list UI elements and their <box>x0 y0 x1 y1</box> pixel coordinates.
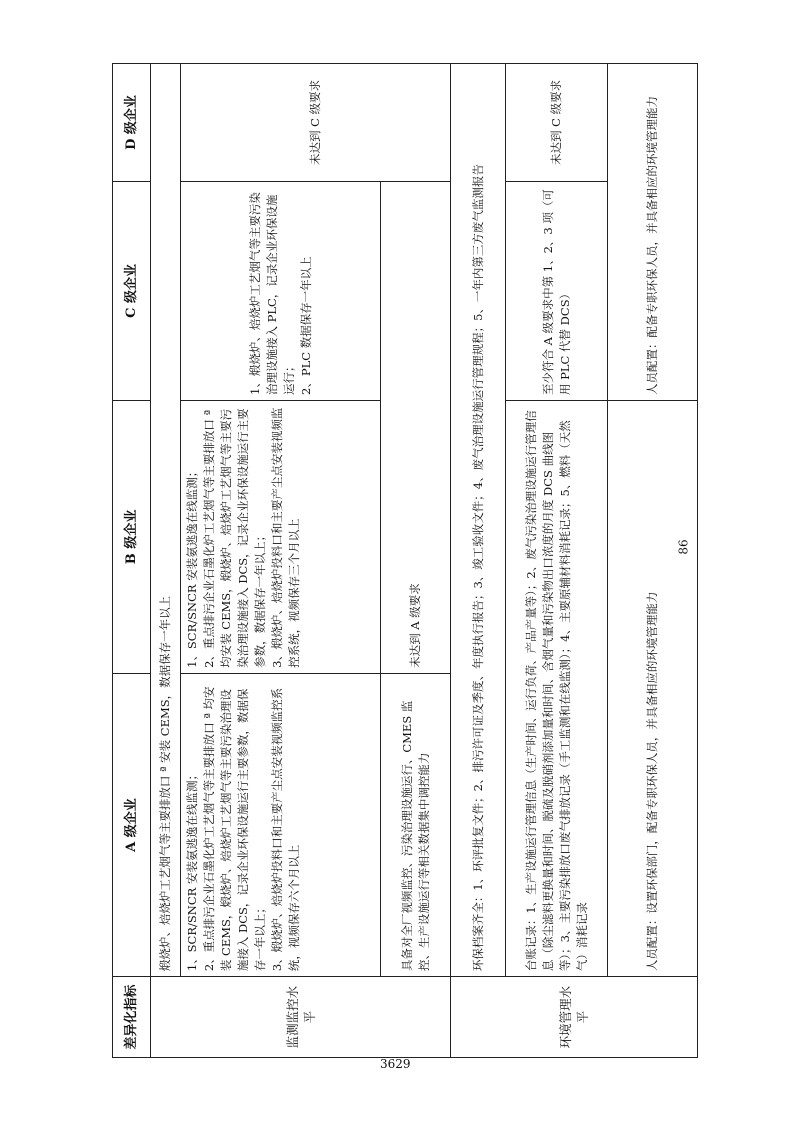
monitoring-cems-cell: 煅烧炉、焙烧炉工艺烟气等主要排放口 ª 安装 CEMS，数据保存一年以上 <box>151 64 181 977</box>
list-item: 3、煅烧炉、焙烧炉投料口和主要产尘点安装视频监控系统，视频保存三个月以上 <box>270 407 301 668</box>
page-number: 86 <box>676 539 691 555</box>
header-c-level: C 级企业 <box>113 181 151 400</box>
management-ledger-cell: 台账记录：1、生产设施运行管理信息（生产时间、运行负荷、产品产量等）；2、废气污染治理设施运行管理信息（除尘滤料更换量和时间、脱硫及脱硝剂添加量和时间、含烟气量和污染物出口浓度的月度 DCS 曲线图等）；3、主要污染排放口废气排放记录（手工监测和在线监测）；4、主要原辅材料消耗记录；5、燃料（天然气）消耗记录 <box>506 400 608 976</box>
list-item: 1、SCR/SNCR 安装氨逃逸在线监测； <box>185 769 199 972</box>
table-row <box>151 64 181 1058</box>
management-archives-cell: 环保档案齐全：1、环评批复文件；2、排污许可证及季度、年度执行报告；3、竣工验收文件；4、废气治理设施运行管理规程；5、一年内第三方废气监测报告 <box>451 64 506 977</box>
table-row <box>451 64 506 1058</box>
table-header-row <box>113 64 151 1058</box>
monitoring-b-requirement-cell: 未达到 A 级要求 <box>381 181 451 673</box>
table-row <box>181 64 381 1058</box>
management-c-cell: 至少符合 A 级要求中第 1、2、3 项（可用 PLC 代替 DCS） <box>506 181 608 400</box>
table-row <box>506 64 608 1058</box>
table-row <box>381 64 451 1058</box>
document-code: 3629 <box>380 1057 411 1071</box>
management-staffing-cd-cell: 人员配置：配备专职环保人员，并具备相应的环境管理能力 <box>608 64 698 401</box>
management-staffing-ab-cell: 人员配置：设置环保部门，配备专职环保人员，并具备相应的环境管理能力 <box>608 400 698 976</box>
list-item: 1、煅烧炉、焙烧炉工艺烟气等主要污染治理设施接入 PLC，记录企业环保设施运行； <box>247 192 296 395</box>
header-b-level: B 级企业 <box>113 400 151 673</box>
monitoring-c-cell <box>181 181 381 400</box>
indicator-monitoring: 监测监控水平 <box>151 977 451 1058</box>
header-indicator: 差异化指标 <box>113 977 151 1058</box>
differentiation-table <box>112 63 698 1058</box>
list-item: 2、重点排污企业石墨化炉工艺烟气等主要排放口 ª 均安装 CEMS，煅烧炉、焙烧炉工艺烟气等主要污染治理设施接入 DCS，记录企业环保设施运行主要参数，数据保存一年以上； <box>202 686 267 972</box>
management-d-cell: 未达到 C 级要求 <box>506 64 608 182</box>
monitoring-d-cell: 未达到 C 级要求 <box>181 64 451 182</box>
list-item: 3、煅烧炉、焙烧炉投料口和主要产尘点安装视频监控系统，视频保存六个月以上 <box>270 687 301 972</box>
monitoring-b-cell <box>181 400 381 673</box>
header-a-level: A 级企业 <box>113 673 151 976</box>
monitoring-central-control-cell: 具备对全厂视频监控、污染治理设施运行、CMES 监控、生产设施运行等相关数据集中调控能力 <box>381 673 451 976</box>
indicator-management: 环境管理水平 <box>451 977 698 1058</box>
monitoring-a-cell <box>181 673 381 976</box>
list-item: 2、重点排污企业石墨化炉工艺烟气等主要排放口 ª 均安装 CEMS，煅烧炉、焙烧炉工艺烟气等主要污染治理设施接入 DCS，记录企业环保设施运行主要参数，数据保存一年以上； <box>202 408 267 668</box>
list-item: 1、SCR/SNCR 安装氨逃逸在线监测； <box>185 465 199 668</box>
rotated-table-page <box>112 63 697 1058</box>
list-item: 2、PLC 数据保存一年以上 <box>298 256 313 395</box>
header-d-level: D 级企业 <box>113 64 151 182</box>
table-row <box>608 64 698 1058</box>
